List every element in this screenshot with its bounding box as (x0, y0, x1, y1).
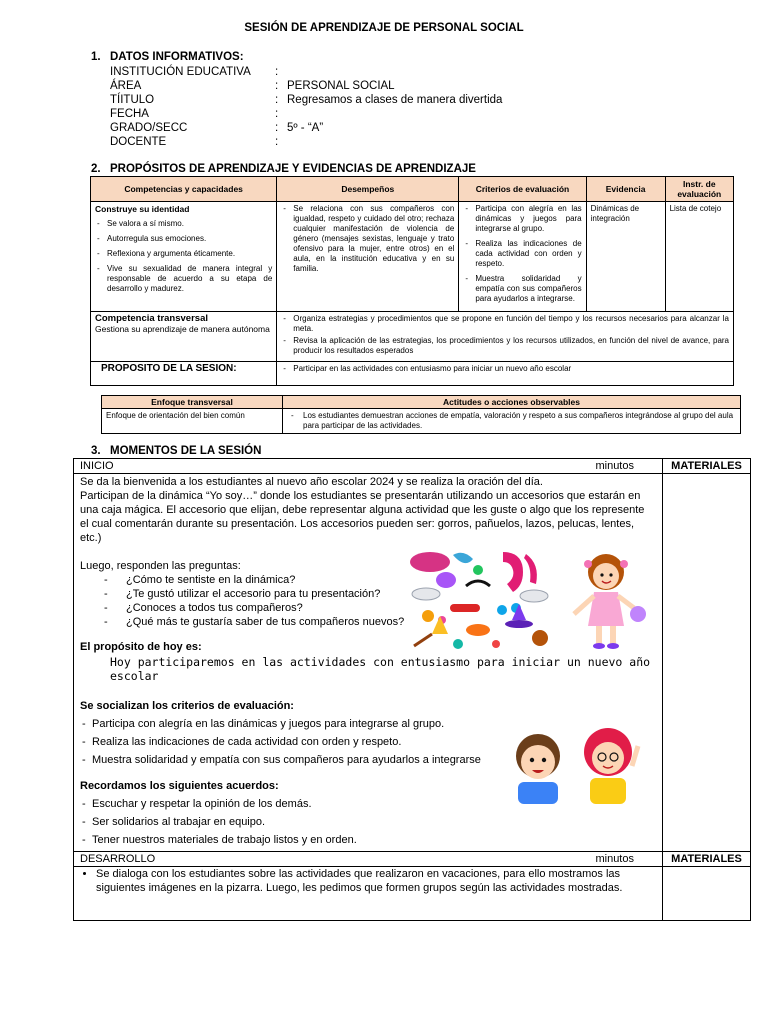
inicio-materials-header: MATERIALES (663, 459, 751, 474)
info-label: GRADO/SECC (110, 122, 188, 134)
info-block (110, 65, 610, 149)
moments-table (73, 458, 751, 921)
session-purpose-cell (277, 362, 734, 386)
capacity-item: - Se valora a sí mismo. (107, 219, 272, 229)
enfoque-action: Los estudiantes demuestran acciones de empatía, valoración y respeto a sus compañeros integrándose al grupo del aula para participar de las actividades. (303, 411, 734, 430)
section-3-heading: MOMENTOS DE LA SESIÓN (110, 445, 262, 457)
instrument-cell: Lista de cotejo (665, 202, 733, 312)
info-colon: : (275, 94, 279, 106)
info-label: FECHA (110, 108, 149, 120)
criteria-item: - Participa con alegría en las dinámicas y juegos para integrarse al grupo. (80, 717, 656, 731)
capacity-item: - Autorregula sus emociones. (107, 234, 272, 244)
desarrollo-header-cell (74, 852, 663, 867)
inicio-minutes: minutos (595, 460, 634, 472)
capacity-item: - Reflexiona y argumenta éticamente. (107, 249, 272, 259)
info-colon: : (275, 122, 279, 134)
transversal-text: Gestiona su aprendizaje de manera autónoma (95, 324, 270, 334)
agreement-item: - Tener nuestros materiales de trabajo listos y en orden. (80, 833, 656, 847)
section-1-heading: DATOS INFORMATIVOS: (110, 51, 244, 63)
inicio-label: INICIO (80, 460, 114, 472)
desarrollo-minutes: minutos (595, 853, 634, 865)
inicio-materials-cell (663, 474, 751, 852)
criteria-item: - Participa con alegría en las dinámicas y juegos para integrarse al grupo. (475, 204, 581, 234)
transversal-title: Competencia transversal (95, 313, 208, 324)
questions-intro: Luego, responden las preguntas: (80, 560, 241, 572)
info-row (110, 93, 610, 107)
desarrollo-materials-header: MATERIALES (663, 852, 751, 867)
kids-illustration (504, 726, 644, 804)
header-desempenos: Desempeños (277, 177, 459, 202)
purpose-heading: El propósito de hoy es: (80, 641, 202, 653)
girl-illustration (558, 548, 658, 652)
performance-text: - Se relaciona con sus compañeros con igualdad, respeto y cuidado del otro; rechaza cualquier manifestación de violencia de género (mensajes sexistas, lenguaje y trato ofensivo para la mujer, entre otros) en el aula, en la institución educativa y en su familia. (293, 204, 454, 274)
agreement-item: - Ser solidarios al trabajar en equipo. (80, 815, 656, 829)
question-item: - ¿Te gustó utilizar el accesorio para tu presentación? (80, 587, 410, 601)
info-colon: : (275, 108, 279, 120)
desarrollo-materials-cell (663, 867, 751, 921)
inicio-header-cell (74, 459, 663, 474)
info-row (110, 121, 610, 135)
desarrollo-label: DESARROLLO (80, 853, 156, 865)
enfoque-table (101, 395, 741, 434)
criteria-item: - Muestra solidaridad y empatía con sus compañeros para ayudarlos a integrarse (80, 753, 656, 767)
performance-cell (277, 202, 459, 312)
transversal-item: - Organiza estrategias y procedimientos que se propone en función del tiempo y los recursos necesarios para alcanzar la meta. (293, 314, 729, 334)
purposes-table (90, 176, 734, 386)
info-label: TÍITULO (110, 94, 155, 106)
info-row (110, 65, 610, 79)
section-2-number: 2. (91, 163, 101, 175)
agreements-heading: Recordamos los siguientes acuerdos: (80, 780, 279, 792)
header-actitudes: Actitudes o acciones observables (283, 396, 741, 409)
enfoque-action-cell: - Los estudiantes demuestran acciones de empatía, valoración y respeto a sus compañeros integrándose al grupo del aula para participar de las actividades. (283, 409, 741, 434)
question-item: - ¿Qué más te gustaría saber de tus compañeros nuevos? (80, 615, 410, 629)
capacity-item: - Vive su sexualidad de manera integral y responsable de acuerdo a su etapa de desarrollo y madurez. (107, 264, 272, 294)
session-purpose-label: PROPOSITO DE LA SESION: (91, 362, 277, 386)
competence-title: Construye su identidad (95, 204, 190, 214)
section-3-number: 3. (91, 445, 101, 457)
info-value: PERSONAL SOCIAL (287, 80, 395, 92)
header-instrumento: Instr. de evaluación (665, 177, 733, 202)
criteria-item: - Muestra solidaridad y empatía con sus compañeros para ayudarlos a integrarse. (475, 274, 581, 304)
header-criterios: Criterios de evaluación (459, 177, 586, 202)
info-colon: : (275, 66, 279, 78)
info-label: DOCENTE (110, 136, 167, 148)
header-competencias: Competencias y capacidades (91, 177, 277, 202)
agreements-list (80, 797, 656, 847)
header-enfoque: Enfoque transversal (102, 396, 283, 409)
page-title: SESIÓN DE APRENDIZAJE DE PERSONAL SOCIAL (244, 22, 524, 34)
agreement-item: - Escuchar y respetar la opinión de los demás. (80, 797, 656, 811)
info-value: 5º - “A” (287, 122, 324, 134)
info-label: ÁREA (110, 80, 142, 92)
info-label: INSTITUCIÓN EDUCATIVA (110, 66, 251, 78)
desarrollo-text: • Se dialoga con los estudiantes sobre las actividades que realizaron en vacaciones, para ello mostramos las siguientes imágenes en la pizarra. Luego, les pedimos que formen grupos según las actividades mostradas. (96, 867, 656, 895)
criteria-item: - Realiza las indicaciones de cada actividad con orden y respeto. (475, 239, 581, 269)
evidence-cell: Dinámicas de integración (586, 202, 665, 312)
questions-list (80, 573, 410, 629)
header-evidencia: Evidencia (586, 177, 665, 202)
desarrollo-content (74, 867, 663, 921)
transversal-competence-cell (91, 312, 277, 362)
inicio-content (74, 474, 663, 852)
criteria-cell (459, 202, 586, 312)
welcome-paragraph: Se da la bienvenida a los estudiantes al nuevo año escolar 2024 y se realiza la oración del día. (80, 476, 543, 488)
info-row (110, 135, 610, 149)
question-item: - ¿Conoces a todos tus compañeros? (80, 601, 410, 615)
capacities-cell (91, 202, 277, 312)
accessories-image (408, 550, 550, 652)
info-colon: : (275, 80, 279, 92)
question-item: - ¿Cómo te sentiste en la dinámica? (80, 573, 410, 587)
enfoque-name: Enfoque de orientación del bien común (102, 409, 283, 434)
section-1-number: 1. (91, 51, 101, 63)
purpose-text: Hoy participaremos en las actividades con entusiasmo para iniciar un nuevo año escolar (110, 655, 651, 683)
section-2-heading: PROPÓSITOS DE APRENDIZAJE Y EVIDENCIAS DE APRENDIZAJE (110, 163, 476, 175)
transversal-item: - Revisa la aplicación de las estrategias, los procedimientos y los recursos utilizados, en función del nivel de avance, para producir los resultados esperados (293, 336, 729, 356)
info-row (110, 107, 610, 121)
transversal-items-cell (277, 312, 734, 362)
dynamic-paragraph: Participan de la dinámica “Yo soy…” donde los estudiantes se presentarán utilizando un accesorios que estarán en una caja mágica. El accesorio que elijan, debe representar alguna actividad que les guste o algo que los represente el cual comentarán durante su presentación. Los accesorios pueden ser: gorros, pañuelos, lazos, pelucas, lentes, etc.) (80, 490, 645, 544)
info-row (110, 79, 610, 93)
session-purpose-text: - Participar en las actividades con entusiasmo para iniciar un nuevo año escolar (293, 364, 729, 374)
criteria-item: - Realiza las indicaciones de cada actividad con orden y respeto. (80, 735, 656, 749)
criteria-heading: Se socializan los criterios de evaluación: (80, 700, 294, 712)
info-value: Regresamos a clases de manera divertida (287, 94, 503, 106)
info-colon: : (275, 136, 279, 148)
